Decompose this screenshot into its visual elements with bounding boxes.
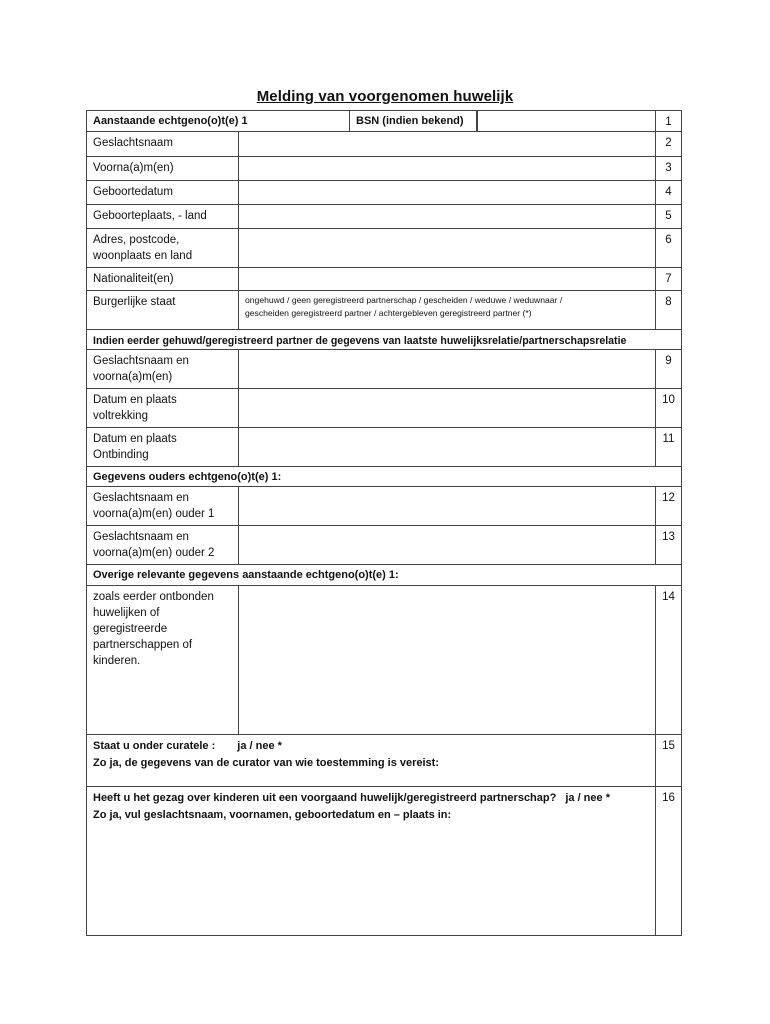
row-number: 11	[655, 428, 681, 466]
label-line: Geslachtsnaam en	[93, 355, 189, 367]
curatele-followup: Zo ja, de gegevens van de curator van wie toestemming is vereist:	[93, 757, 440, 769]
voornamen-field[interactable]	[239, 157, 655, 180]
other-details-field[interactable]	[239, 586, 655, 734]
label-line: Adres, postcode,	[93, 234, 180, 246]
row-other	[87, 586, 681, 735]
row-prev-name	[87, 350, 681, 389]
burgerlijke-staat-options[interactable]	[239, 291, 655, 329]
row-number: 1	[655, 111, 681, 131]
row-number: 13	[655, 526, 681, 564]
gezag-question: Heeft u het gezag over kinderen uit een voorgaand huwelijk/geregistreerd partnerschap?	[93, 792, 557, 804]
previous-relation-heading-row	[87, 330, 681, 350]
previous-relation-heading: Indien eerder gehuwd/geregistreerd partner de gegevens van laatste huwelijksrelatie/partnerschapsrelatie	[93, 335, 627, 347]
gezag-block[interactable]	[87, 787, 655, 935]
field-label	[87, 487, 239, 525]
field-label: Voorna(a)m(en)	[87, 157, 239, 180]
row-parent-2	[87, 526, 681, 565]
label-line: Geslachtsnaam en	[93, 492, 189, 504]
row-number: 5	[655, 205, 681, 228]
prev-ontbinding-field[interactable]	[239, 428, 655, 466]
geboortedatum-field[interactable]	[239, 181, 655, 204]
field-label	[87, 229, 239, 267]
prev-name-field[interactable]	[239, 350, 655, 388]
option-line: ongehuwd / geen geregistreerd partnerschap / gescheiden / weduwe / weduwnaar /	[245, 295, 563, 305]
row-geslachtsnaam	[87, 132, 681, 157]
label-line: voltrekking	[93, 410, 148, 422]
geslachtsnaam-field[interactable]	[239, 132, 655, 156]
label-line: kinderen.	[93, 655, 141, 667]
row-number: 14	[655, 586, 681, 734]
gezag-question-line	[93, 790, 655, 807]
row-prev-ontbinding	[87, 428, 681, 467]
row-number: 9	[655, 350, 681, 388]
nationaliteit-field[interactable]	[239, 268, 655, 290]
row-geboortedatum	[87, 181, 681, 205]
label-line: woonplaats en land	[93, 250, 193, 262]
prev-voltrekking-field[interactable]	[239, 389, 655, 427]
bsn-label: BSN (indien bekend)	[349, 111, 477, 131]
field-label	[87, 350, 239, 388]
field-label	[87, 526, 239, 564]
gezag-followup: Zo ja, vul geslachtsnaam, voornamen, geboortedatum en – plaats in:	[93, 809, 452, 821]
field-label: Geslachtsnaam	[87, 132, 239, 156]
option-line: gescheiden geregistreerd partner / achtergebleven geregistreerd partner (*)	[245, 308, 532, 318]
row-number: 12	[655, 487, 681, 525]
label-line: Geslachtsnaam en	[93, 531, 189, 543]
parent-2-field[interactable]	[239, 526, 655, 564]
gezag-options[interactable]: ja / nee *	[565, 792, 610, 804]
row-number: 7	[655, 268, 681, 290]
partner-1-heading: Aanstaande echtgeno(o)t(e) 1	[93, 115, 248, 127]
row-burgerlijke-staat	[87, 291, 681, 330]
row-parent-1	[87, 487, 681, 526]
label-line: geregistreerde	[93, 623, 168, 635]
label-line: voorna(a)m(en)	[93, 371, 173, 383]
row-gezag	[87, 787, 681, 935]
row-number: 10	[655, 389, 681, 427]
field-label: Geboortedatum	[87, 181, 239, 204]
document-title: Melding van voorgenomen huwelijk	[256, 88, 514, 105]
row-prev-voltrekking	[87, 389, 681, 428]
label-line: partnerschappen of	[93, 639, 193, 651]
field-label: Nationaliteit(en)	[87, 268, 239, 290]
form-header-row	[87, 111, 681, 132]
row-number: 8	[655, 291, 681, 329]
row-number: 16	[655, 787, 681, 935]
row-voornamen	[87, 157, 681, 181]
row-number: 3	[655, 157, 681, 180]
bsn-field[interactable]	[477, 111, 655, 131]
parents-heading-row	[87, 467, 681, 487]
row-nationaliteit	[87, 268, 681, 291]
field-label: Burgerlijke staat	[87, 291, 239, 329]
label-line: voorna(a)m(en) ouder 1	[93, 508, 215, 520]
field-label	[87, 586, 239, 734]
curatele-question: Staat u onder curatele :	[93, 740, 216, 752]
field-label	[87, 428, 239, 466]
label-line: Ontbinding	[93, 449, 149, 461]
parents-heading: Gegevens ouders echtgeno(o)t(e) 1:	[93, 471, 282, 483]
row-number: 6	[655, 229, 681, 267]
row-curatele	[87, 735, 681, 787]
label-line: Datum en plaats	[93, 433, 177, 445]
parent-1-field[interactable]	[239, 487, 655, 525]
other-heading-row	[87, 565, 681, 586]
label-line: voorna(a)m(en) ouder 2	[93, 547, 215, 559]
label-line: Datum en plaats	[93, 394, 177, 406]
geboorteplaats-field[interactable]	[239, 205, 655, 228]
curatele-block[interactable]	[87, 735, 655, 786]
label-line: zoals eerder ontbonden	[93, 591, 214, 603]
adres-field[interactable]	[239, 229, 655, 267]
curatele-options[interactable]: ja / nee *	[237, 740, 282, 752]
row-adres	[87, 229, 681, 268]
label-line: huwelijken of	[93, 607, 160, 619]
field-label	[87, 389, 239, 427]
marriage-notice-form	[86, 110, 682, 936]
row-number: 2	[655, 132, 681, 156]
row-number: 4	[655, 181, 681, 204]
field-label: Geboorteplaats, - land	[87, 205, 239, 228]
row-number: 15	[655, 735, 681, 786]
row-geboorteplaats	[87, 205, 681, 229]
other-heading: Overige relevante gegevens aanstaande echtgeno(o)t(e) 1:	[93, 569, 399, 581]
curatele-question-line	[93, 738, 655, 755]
